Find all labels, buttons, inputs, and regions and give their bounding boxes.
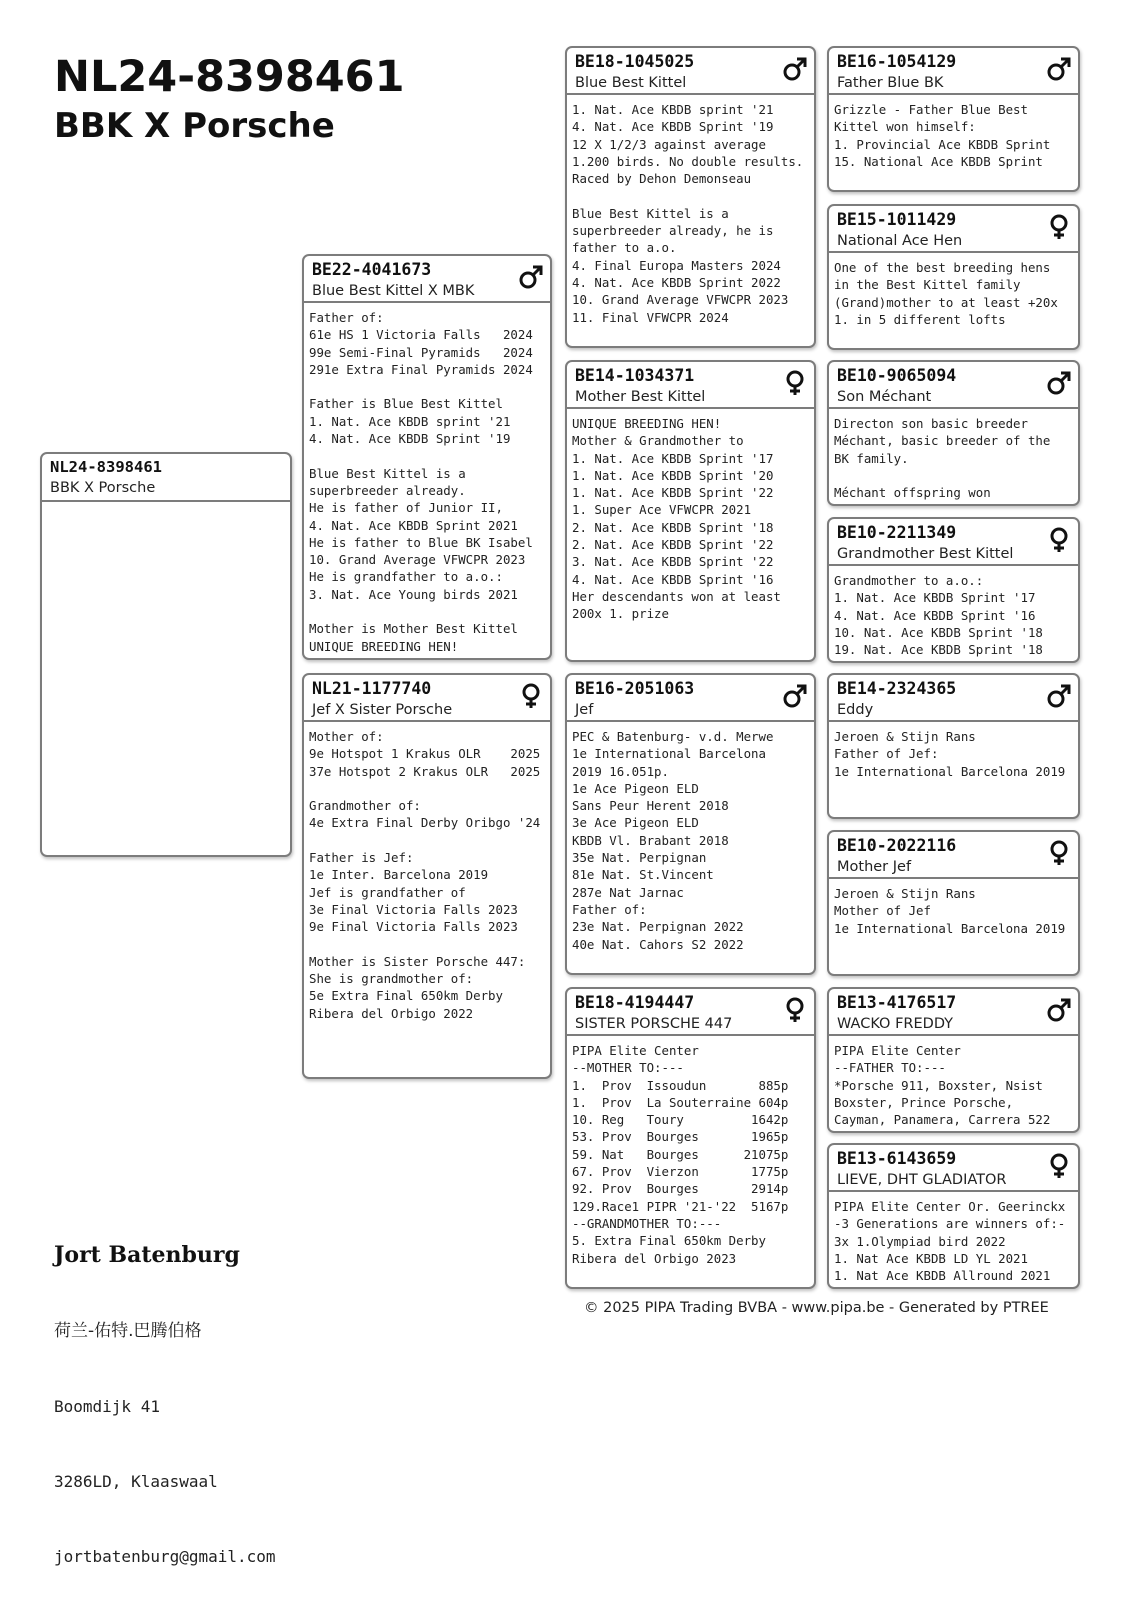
card-header: [829, 832, 1078, 879]
pigeon-name: LIEVE, DHT GLADIATOR: [837, 1172, 1007, 1188]
pigeon-name: Mother Jef: [837, 859, 912, 875]
card-header: [829, 675, 1078, 722]
great-grandparent-card-5: [827, 673, 1080, 819]
pigeon-name: Mother Best Kittel: [575, 389, 706, 405]
female-icon: [1046, 214, 1072, 240]
pigeon-name: BBK X Porsche: [50, 480, 156, 496]
female-icon: [1046, 1153, 1072, 1179]
pigeon-name: Blue Best Kittel: [575, 75, 687, 91]
ring-number: BE14-1034371: [575, 366, 695, 385]
pigeon-name: Father Blue BK: [837, 75, 944, 91]
card-header: [829, 362, 1078, 409]
great-grandparent-card-8: [827, 1143, 1080, 1289]
pigeon-notes: Grandmother to a.o.: 1. Nat. Ace KBDB Sprint '17 4. Nat. Ace KBDB Sprint '16 10. Nat. Ace KBDB Sprint '18 19. Nat. Ace KBDB Sprint '18: [834, 573, 1043, 658]
pigeon-notes: UNIQUE BREEDING HEN! Mother & Grandmother to 1. Nat. Ace KBDB Sprint '17 1. Nat. Ace KBDB Sprint '20 1. Nat. Ace KBDB Sprint '22 1. Super Ace VFWCPR 2021 2. Nat. Ace KBDB Sprint '18 2. Nat. Ace KBDB Sprint '22 3. Nat. Ace KBDB Sprint '22 4. Nat. Ace KBDB Sprint '16 Her descendants won at least 200x 1. prize: [572, 416, 781, 622]
pigeon-notes: PIPA Elite Center --MOTHER TO:--- 1. Prov Issoudun 885p 1. Prov La Souterraine 604p 10. Reg Toury 1642p 53. Prov Bourges 1965p 59. Nat Bourges 21075p 67. Prov Vierzon 1775p 92. Prov Bourges 2914p 129.Race1 PIPR '21-'22 5167p --GRANDMOTHER TO:--- 5. Extra Final 650km Derby Ribera del Orbigo 2023: [572, 1043, 789, 1266]
owner-email: jortbatenburg@gmail.com: [54, 1547, 276, 1566]
male-icon: [1046, 370, 1072, 396]
pigeon-name: SISTER PORSCHE 447: [575, 1016, 733, 1032]
pigeon-notes: PIPA Elite Center Or. Geerinckx -3 Generations are winners of:- 3x 1.Olympiad bird 2022 1. Nat Ace KBDB LD YL 2021 1. Nat Ace KBDB Allround 2021: [834, 1199, 1066, 1284]
granddam-maternal-card: [565, 987, 816, 1289]
ring-number: NL24-8398461: [50, 458, 162, 476]
dam-card: [302, 673, 552, 1079]
pigeon-name: Grandmother Best Kittel: [837, 546, 1014, 562]
pigeon-notes: Jeroen & Stijn Rans Mother of Jef 1e International Barcelona 2019: [834, 886, 1066, 936]
ring-number: BE22-4041673: [312, 260, 432, 279]
male-icon: [782, 56, 808, 82]
great-grandparent-card-2: [827, 204, 1080, 350]
female-icon: [518, 683, 544, 709]
ring-number: BE16-2051063: [575, 679, 695, 698]
granddam-paternal-card: [565, 360, 816, 662]
pigeon-notes: Father of: 61e HS 1 Victoria Falls 2024 99e Semi-Final Pyramids 2024 291e Extra Final Pyramids 2024 Father is Blue Best Kittel 1. Nat. Ace KBDB sprint '21 4. Nat. Ace KBDB Sprint '19 Blue Best Kittel is a superbreeder already. He is father of Junior II, 4. Nat. Ace KBDB Sprint 2021 He is father to Blue BK Isabel 10. Grand Average VFWCPR 2023 He is grandfather to a.o.: 3. Nat. Ace Young birds 2021 Mother is Mother Best Kittel UNIQUE BREEDING HEN!: [309, 310, 533, 654]
male-icon: [1046, 997, 1072, 1023]
ring-number: BE15-1011429: [837, 210, 957, 229]
female-icon: [1046, 527, 1072, 553]
card-header: [829, 989, 1078, 1036]
card-header: [567, 362, 814, 409]
pigeon-notes: PIPA Elite Center --FATHER TO:--- *Porsche 911, Boxster, Nsist Boxster, Prince Porsche, Cayman, Panamera, Carrera 522: [834, 1043, 1051, 1128]
ring-number: BE10-2211349: [837, 523, 957, 542]
card-header: [829, 1145, 1078, 1192]
pigeon-name: National Ace Hen: [837, 233, 963, 249]
female-icon: [1046, 840, 1072, 866]
grandsire-maternal-card: [565, 673, 816, 975]
pigeon-name: WACKO FREDDY: [837, 1016, 954, 1032]
card-header: [829, 519, 1078, 566]
card-header: [567, 48, 814, 95]
pigeon-notes: Mother of: 9e Hotspot 1 Krakus OLR 2025 37e Hotspot 2 Krakus OLR 2025 Grandmother of: 4e Extra Final Derby Oribgo '24 Father is Jef: 1e Inter. Barcelona 2019 Jef is grandfather of 3e Final Victoria Falls 2023 9e Final Victoria Falls 2023 Mother is Sister Porsche 447: She is grandmother of: 5e Extra Final 650km Derby Ribera del Orbigo 2022: [309, 729, 541, 1021]
ring-number: BE10-9065094: [837, 366, 957, 385]
owner-address-line-2: 3286LD, Klaaswaal: [54, 1472, 218, 1491]
owner-name-chinese: 荷兰-佑特.巴腾伯格: [54, 1321, 202, 1341]
pigeon-notes: Directon son basic breeder Méchant, basic breeder of the BK family. Méchant offspring won: [834, 416, 1051, 501]
sire-card: [302, 254, 552, 660]
pigeon-notes: Jeroen & Stijn Rans Father of Jef: 1e International Barcelona 2019: [834, 729, 1066, 779]
pigeon-name: Eddy: [837, 702, 874, 718]
great-grandparent-card-1: [827, 46, 1080, 192]
male-icon: [1046, 56, 1072, 82]
ring-number: BE18-1045025: [575, 52, 695, 71]
great-grandparent-card-7: [827, 987, 1080, 1133]
pedigree-ring-number: NL24-8398461: [54, 52, 405, 102]
pigeon-notes: PEC & Batenburg- v.d. Merwe 1e International Barcelona 2019 16.051p. 1e Ace Pigeon ELD Sans Peur Herent 2018 3e Ace Pigeon ELD KBDB Vl. Brabant 2018 35e Nat. Perpignan 81e Nat. St.Vincent 287e Nat Jarnac Father of: 23e Nat. Perpignan 2022 40e Nat. Cahors S2 2022: [572, 729, 774, 952]
pigeon-notes: 1. Nat. Ace KBDB sprint '21 4. Nat. Ace KBDB Sprint '19 12 X 1/2/3 against average 1.200 birds. No double results. Raced by Dehon Demonseau Blue Best Kittel is a superbreeder already, he is father to a.o. 4. Final Europa Masters 2024 4. Nat. Ace KBDB Sprint 2022 10. Grand Average VFWCPR 2023 11. Final VFWCPR 2024: [572, 102, 804, 325]
female-icon: [782, 997, 808, 1023]
ring-number: BE10-2022116: [837, 836, 957, 855]
subject-card: [40, 452, 292, 857]
pigeon-notes: One of the best breeding hens in the Best Kittel family (Grand)mother to at least +20x 1. in 5 different lofts: [834, 260, 1058, 327]
great-grandparent-card-6: [827, 830, 1080, 976]
ring-number: BE18-4194447: [575, 993, 695, 1012]
card-header: [829, 206, 1078, 253]
ring-number: BE16-1054129: [837, 52, 957, 71]
owner-contact-block: [54, 1191, 276, 1594]
male-icon: [782, 683, 808, 709]
card-header: [42, 454, 290, 502]
owner-address-line-1: Boomdijk 41: [54, 1397, 160, 1416]
great-grandparent-card-4: [827, 517, 1080, 663]
ring-number: NL21-1177740: [312, 679, 432, 698]
male-icon: [1046, 683, 1072, 709]
card-header: [567, 675, 814, 722]
pedigree-pigeon-name: BBK X Porsche: [54, 106, 335, 146]
ring-number: BE13-4176517: [837, 993, 957, 1012]
male-icon: [518, 264, 544, 290]
pigeon-name: Son Méchant: [837, 389, 932, 405]
grandsire-paternal-card: [565, 46, 816, 348]
pigeon-name: Jef X Sister Porsche: [312, 702, 453, 718]
pigeon-notes: [42, 502, 290, 512]
copyright-footer: © 2025 PIPA Trading BVBA - www.pipa.be - Generated by PTREE: [584, 1300, 1049, 1316]
card-header: [829, 48, 1078, 95]
card-header: [567, 989, 814, 1036]
ring-number: BE13-6143659: [837, 1149, 957, 1168]
great-grandparent-card-3: [827, 360, 1080, 506]
female-icon: [782, 370, 808, 396]
pigeon-notes: Grizzle - Father Blue Best Kittel won himself: 1. Provincial Ace KBDB Sprint 15. National Ace KBDB Sprint: [834, 102, 1051, 169]
ring-number: BE14-2324365: [837, 679, 957, 698]
pigeon-name: Blue Best Kittel X MBK: [312, 283, 475, 299]
card-header: [304, 256, 550, 303]
card-header: [304, 675, 550, 722]
pigeon-name: Jef: [575, 702, 594, 718]
owner-name: Jort Batenburg: [54, 1242, 240, 1268]
